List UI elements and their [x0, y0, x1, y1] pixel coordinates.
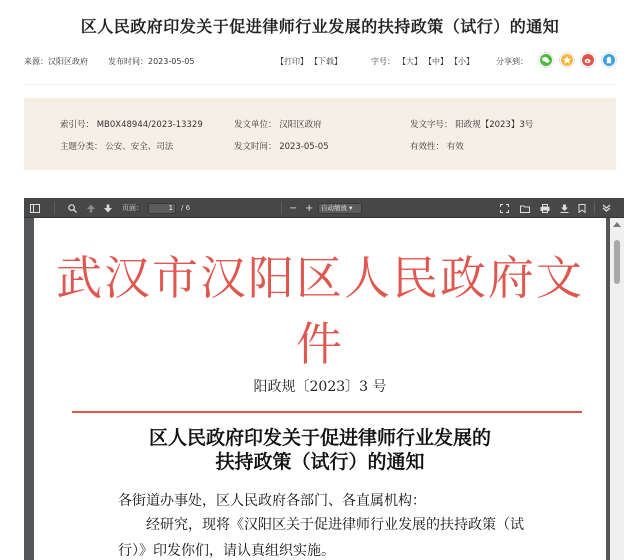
document-title-line1: 区人民政府印发关于促进律师行业发展的	[148, 427, 491, 449]
chevron-down-icon: ▾	[349, 203, 353, 212]
page-title: 区人民政府印发关于促进律师行业发展的扶持政策（试行）的通知	[80, 17, 560, 36]
issuing-unit: 发文单位： 汉阳区政府	[234, 120, 322, 130]
page-total: / 6	[181, 204, 191, 212]
scroll-thumb[interactable]	[614, 240, 620, 284]
document-number: 发文字号： 阳政规【2023】3号	[410, 120, 534, 130]
publish-time: 发布时间：2023-05-05	[108, 57, 195, 66]
action-links	[276, 56, 348, 67]
sidebar-toggle-icon[interactable]	[30, 198, 40, 218]
source-text: 来源：汉阳区政府	[24, 57, 88, 66]
next-page-icon[interactable]	[104, 198, 112, 218]
issue-time: 发文时间： 2023-05-05	[234, 142, 329, 152]
pdf-page	[34, 218, 606, 560]
print-icon[interactable]	[540, 198, 550, 218]
document-number-line: 阳政规〔2023〕3 号	[253, 379, 387, 395]
validity-status: 有效性： 有效	[410, 142, 464, 152]
weibo-icon[interactable]	[580, 52, 596, 68]
scroll-up-arrow-icon[interactable]	[613, 222, 621, 227]
tools-menu-icon[interactable]	[602, 198, 611, 218]
document-info-box	[24, 98, 616, 170]
topic-category: 主题分类： 公安、安全、司法	[60, 142, 174, 152]
meta-bar	[24, 56, 624, 70]
vertical-scrollbar[interactable]	[610, 218, 624, 560]
qq-icon[interactable]	[601, 52, 617, 68]
document-header: 武汉市汉阳区人民政府文件	[56, 251, 584, 371]
divider	[24, 84, 616, 85]
font-large-link[interactable]: 【大】	[398, 57, 422, 66]
share-icons	[538, 52, 617, 70]
font-medium-link[interactable]: 【中】	[428, 57, 448, 66]
find-icon[interactable]	[68, 198, 77, 218]
wechat-icon[interactable]	[538, 52, 554, 68]
red-separator-line	[72, 411, 582, 413]
document-title	[34, 426, 606, 474]
document-title-line2: 扶持政策（试行）的通知	[215, 451, 425, 473]
download-link[interactable]: 【下载】	[314, 57, 342, 66]
print-link[interactable]: 【打印】	[276, 57, 308, 66]
font-small-link[interactable]: 【小】	[454, 57, 474, 66]
bookmark-icon[interactable]	[578, 198, 586, 218]
previous-page-icon[interactable]	[87, 198, 95, 218]
zoom-value: 自动缩放	[321, 203, 347, 212]
presentation-mode-icon[interactable]	[500, 198, 509, 218]
font-size-label: 字号：	[371, 57, 395, 66]
zoom-in-button[interactable]: +	[305, 202, 314, 214]
body-line: 行）》印发你们，请认真组织实施。	[118, 543, 335, 559]
open-file-icon[interactable]	[520, 198, 530, 218]
page-label: 页面：	[122, 204, 143, 212]
salutation: 各街道办事处，区人民政府各部门、各直属机构：	[118, 493, 426, 509]
share-label: 分享到：	[496, 57, 528, 66]
page-number-input[interactable]: 1	[148, 203, 176, 214]
font-size-links	[398, 56, 480, 67]
index-number: 索引号： MB0X48944/2023-13329	[60, 120, 203, 130]
zoom-select[interactable]	[318, 203, 362, 214]
zoom-out-button[interactable]: −	[289, 202, 298, 214]
pdf-toolbar	[24, 198, 624, 218]
body-line: 经研究，现将《汉阳区关于促进律师行业发展的扶持政策（试	[146, 517, 524, 533]
qzone-icon[interactable]	[559, 52, 575, 68]
download-icon[interactable]	[560, 198, 569, 218]
pdf-viewer	[24, 198, 624, 560]
